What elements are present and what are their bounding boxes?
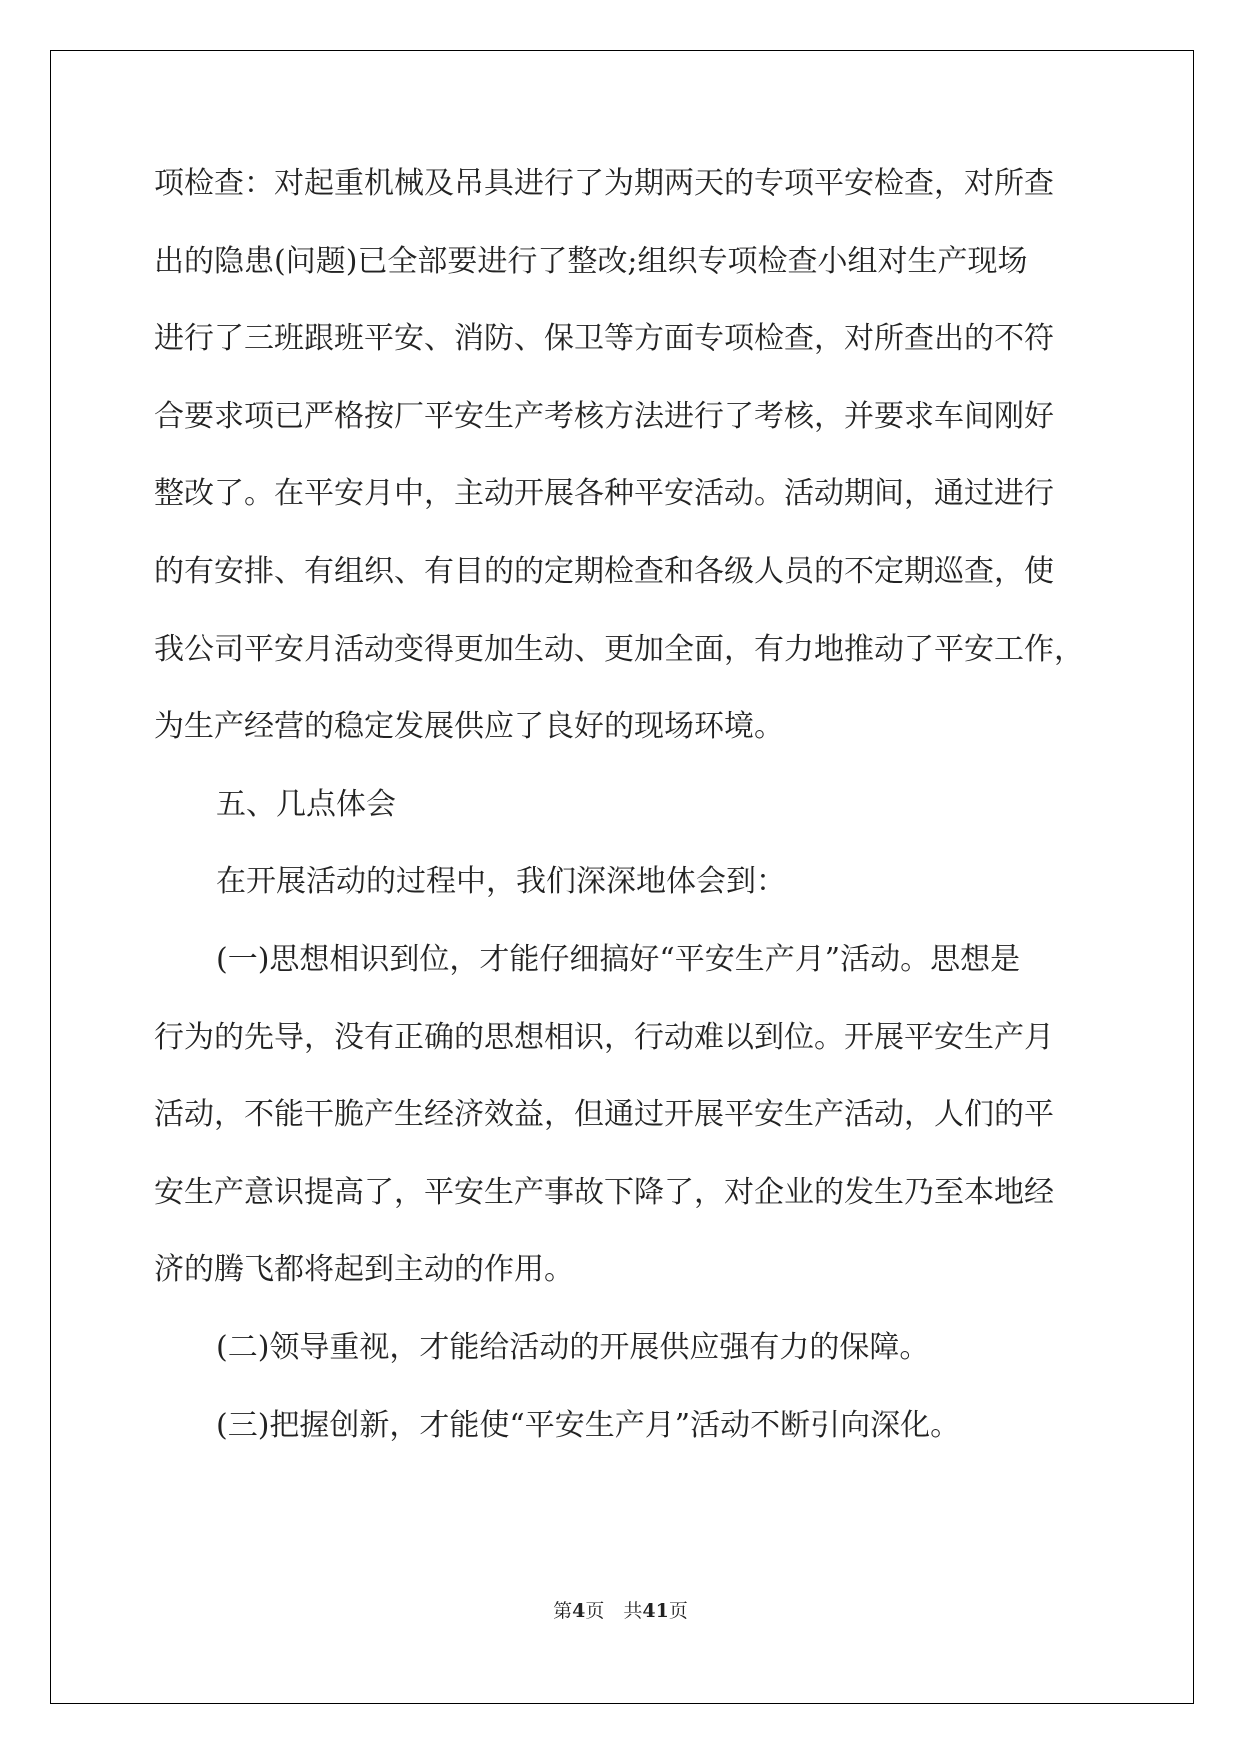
text-line: 为生产经营的稳定发展供应了良好的现场环境。 [154, 709, 784, 745]
text-line: 在开展活动的过程中，我们深深地体会到： [216, 864, 786, 900]
footer-current-page: 4 [572, 1600, 586, 1622]
text-line: 整改了。在平安月中，主动开展各种平安活动。活动期间，通过进行 [154, 476, 1054, 512]
text-line: 行为的先导，没有正确的思想相识，行动难以到位。开展平安生产月 [154, 1019, 1054, 1055]
text-line: (一)思想相识到位，才能仔细搞好“平安生产月”活动。思想是 [216, 942, 1021, 977]
footer-suffix: 页 [668, 1600, 688, 1622]
text-line: 五、几点体会 [216, 786, 396, 822]
footer-total-pages: 41 [642, 1600, 669, 1622]
footer-mid: 页 共 [585, 1600, 643, 1622]
text-line: (二)领导重视，才能给活动的开展供应强有力的保障。 [216, 1330, 930, 1365]
text-line: 项检查：对起重机械及吊具进行了为期两天的专项平安检查，对所查 [154, 166, 1054, 201]
text-line: 活动，不能干脆产生经济效益，但通过开展平安生产活动，人们的平 [154, 1097, 1054, 1133]
text-line: 的有安排、有组织、有目的的定期检查和各级人员的不定期巡查，使 [154, 554, 1054, 589]
text-line: 济的腾飞都将起到主动的作用。 [154, 1252, 574, 1288]
text-line: 安生产意识提高了，平安生产事故下降了，对企业的发生乃至本地经 [154, 1174, 1054, 1210]
text-line: 进行了三班跟班平安、消防、保卫等方面专项检查，对所查出的不符 [154, 321, 1054, 357]
page-footer [0, 1596, 1241, 1623]
text-line: 出的隐患(问题)已全部要进行了整改;组织专项检查小组对生产现场 [154, 243, 1028, 279]
text-line: 合要求项已严格按厂平安生产考核方法进行了考核，并要求车间刚好 [154, 398, 1054, 434]
text-line: 我公司平安月活动变得更加生动、更加全面，有力地推动了平安工作， [154, 631, 1084, 667]
text-line: (三)把握创新，才能使“平安生产月”活动不断引向深化。 [216, 1407, 961, 1443]
footer-prefix: 第 [553, 1600, 573, 1622]
